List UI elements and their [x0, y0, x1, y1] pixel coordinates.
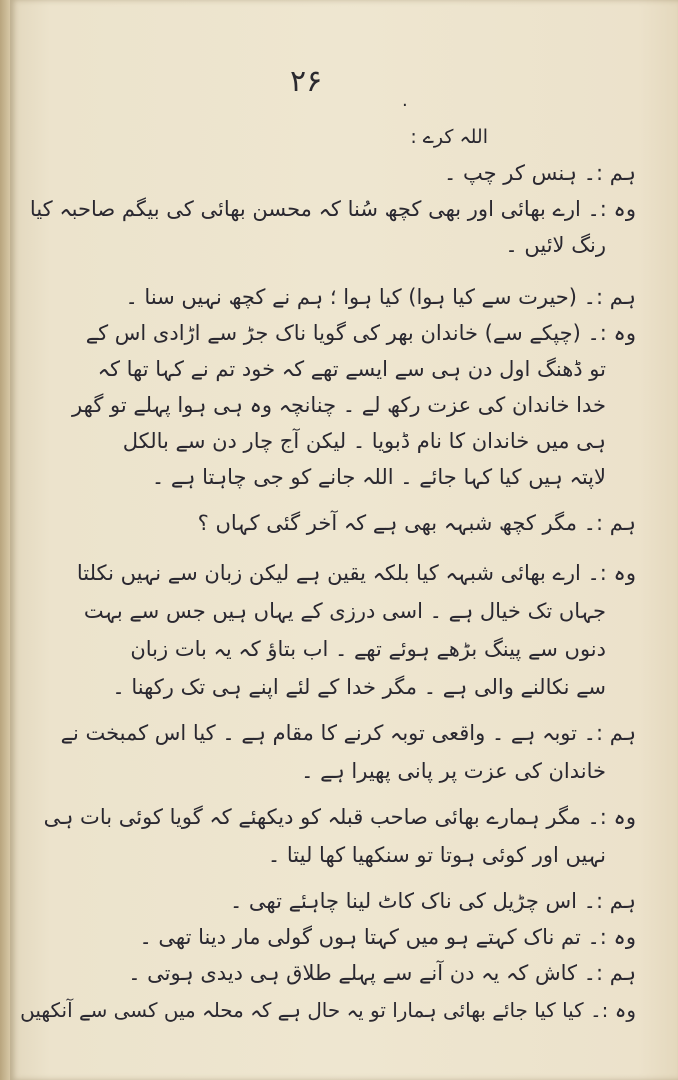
text-line: جہاں تک خیال ہے ۔ اسی درزی کے یہاں ہیں جس سے بہت	[83, 599, 606, 623]
text-line: وہ :۔ تم ناک کہتے ہو میں کہتا ہوں گولی مار دینا تھی ۔	[139, 925, 636, 949]
text-line: تو ڈھنگ اول دن ہی سے ایسے تھے کہ خود تم نے کہا تھا کہ	[97, 357, 606, 381]
text-line: ہم :۔ کاش کہ یہ دن آنے سے پہلے طلاق ہی دیدی ہوتی ۔	[128, 961, 636, 985]
text-line: وہ :۔ ارے بھائی شبہہ کیا بلکہ یقین ہے لیکن زبان سے نہیں نکلتا	[76, 561, 636, 585]
page-number: ۲۶	[290, 64, 323, 99]
text-line: ہم :۔ اس چڑیل کی ناک کاٹ لینا چاہئے تھی ۔	[229, 889, 636, 913]
book-gutter	[0, 0, 10, 1080]
text-line: ہی میں خاندان کا نام ڈبویا ۔ لیکن آج چار دن سے بالکل	[122, 429, 606, 453]
text-line: وہ :۔ کیا کیا جائے بھائی ہمارا تو یہ حال ہے کہ محلہ میں کسی سے آنکھیں	[20, 999, 636, 1022]
text-line: خاندان کی عزت پر پانی پھیرا ہے ۔	[301, 759, 606, 783]
text-line: نہیں اور کوئی ہوتا تو سنکھیا کھا لیتا ۔	[267, 843, 606, 867]
text-line: اللہ کرے :	[410, 126, 488, 148]
text-line: ہم :۔ (حیرت سے کیا ہوا) کیا ہوا ؛ ہم نے کچھ نہیں سنا ۔	[125, 285, 636, 309]
text-line: ہم :۔ ہنس کر چپ ۔	[444, 161, 636, 185]
text-line: وہ :۔ ارے بھائی اور بھی کچھ سُنا کہ محسن بھائی کی بیگم صاحبہ کیا	[29, 197, 636, 221]
text-line: وہ :۔ (چپکے سے) خاندان بھر کی گویا ناک جڑ سے اڑادی اس کے	[85, 321, 636, 345]
text-line: سے نکالنے والی ہے ۔ مگر خدا کے لئے اپنے ہی تک رکھنا ۔	[112, 675, 606, 699]
text-line: لاپتہ ہیں کیا کہا جائے ۔ اللہ جانے کو جی چاہتا ہے ۔	[151, 465, 606, 489]
ink-mark: .	[402, 90, 408, 111]
text-line: رنگ لائیں ۔	[505, 233, 606, 257]
text-line: دنوں سے پینگ بڑھے ہوئے تھے ۔ اب بتاؤ کہ یہ بات زبان	[130, 637, 606, 661]
text-line: ہم :۔ مگر کچھ شبہہ بھی ہے کہ آخر گئی کہاں ؟	[197, 511, 636, 535]
text-line: خدا خاندان کی عزت رکھ لے ۔ چنانچہ وہ ہی ہوا پہلے تو گھر	[72, 393, 606, 417]
text-line: ہم :۔ توبہ ہے ۔ واقعی توبہ کرنے کا مقام ہے ۔ کیا اس کمبخت نے	[60, 721, 636, 745]
text-line: وہ :۔ مگر ہمارے بھائی صاحب قبلہ کو دیکھئے کہ گویا کوئی بات ہی	[43, 805, 636, 829]
